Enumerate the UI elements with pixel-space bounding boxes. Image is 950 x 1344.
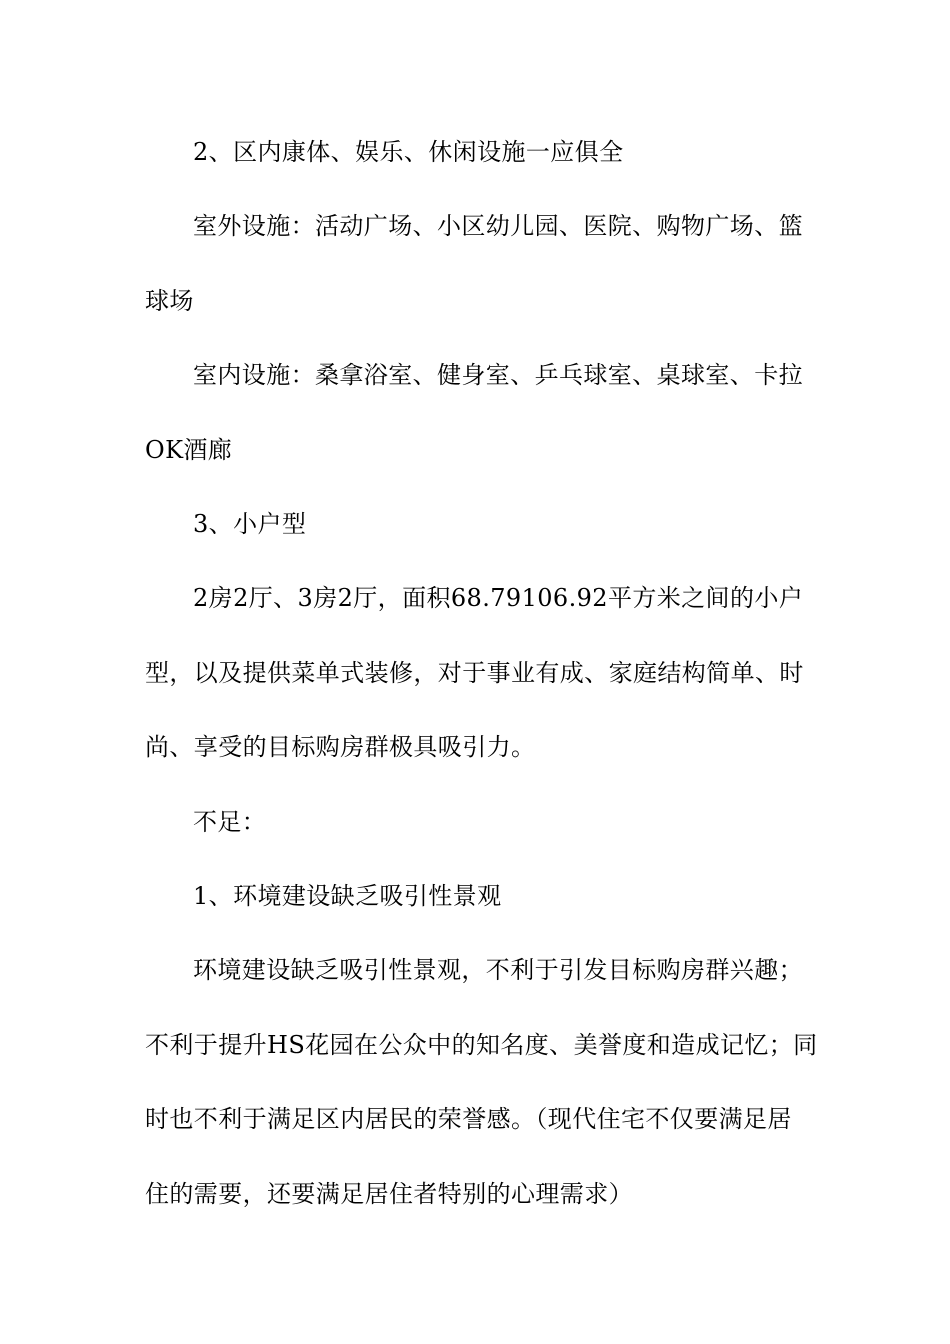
section-heading-small-units: 3、小户型 [193,510,307,538]
paragraph-line: 住的需要，还要满足居住者特别的心理需求） [145,1180,633,1208]
section-heading-environment: 1、环境建设缺乏吸引性景观 [193,882,502,910]
paragraph-line: 尚、享受的目标购房群极具吸引力。 [145,733,536,761]
paragraph-line: 环境建设缺乏吸引性景观，不利于引发目标购房群兴趣； [193,956,803,984]
paragraph-line: 球场 [145,287,194,315]
paragraph-line: 2房2厅、3房2厅，面积68.79106.92平方米之间的小户 [193,584,804,612]
section-heading-shortcomings: 不足： [193,808,267,836]
paragraph-line: 时也不利于满足区内居民的荣誉感。（现代住宅不仅要满足居 [145,1105,792,1133]
paragraph-line: 室内设施：桑拿浴室、健身室、乒乓球室、桌球室、卡拉 [193,361,803,389]
paragraph-line: OK酒廊 [145,436,233,464]
paragraph-line: 室外设施：活动广场、小区幼儿园、医院、购物广场、篮 [193,212,803,240]
paragraph-line: 不利于提升HS花园在公众中的知名度、美誉度和造成记忆；同 [145,1031,818,1059]
paragraph-line: 型，以及提供菜单式装修，对于事业有成、家庭结构简单、时 [145,659,804,687]
section-heading-facilities: 2、区内康体、娱乐、休闲设施一应俱全 [193,138,624,166]
